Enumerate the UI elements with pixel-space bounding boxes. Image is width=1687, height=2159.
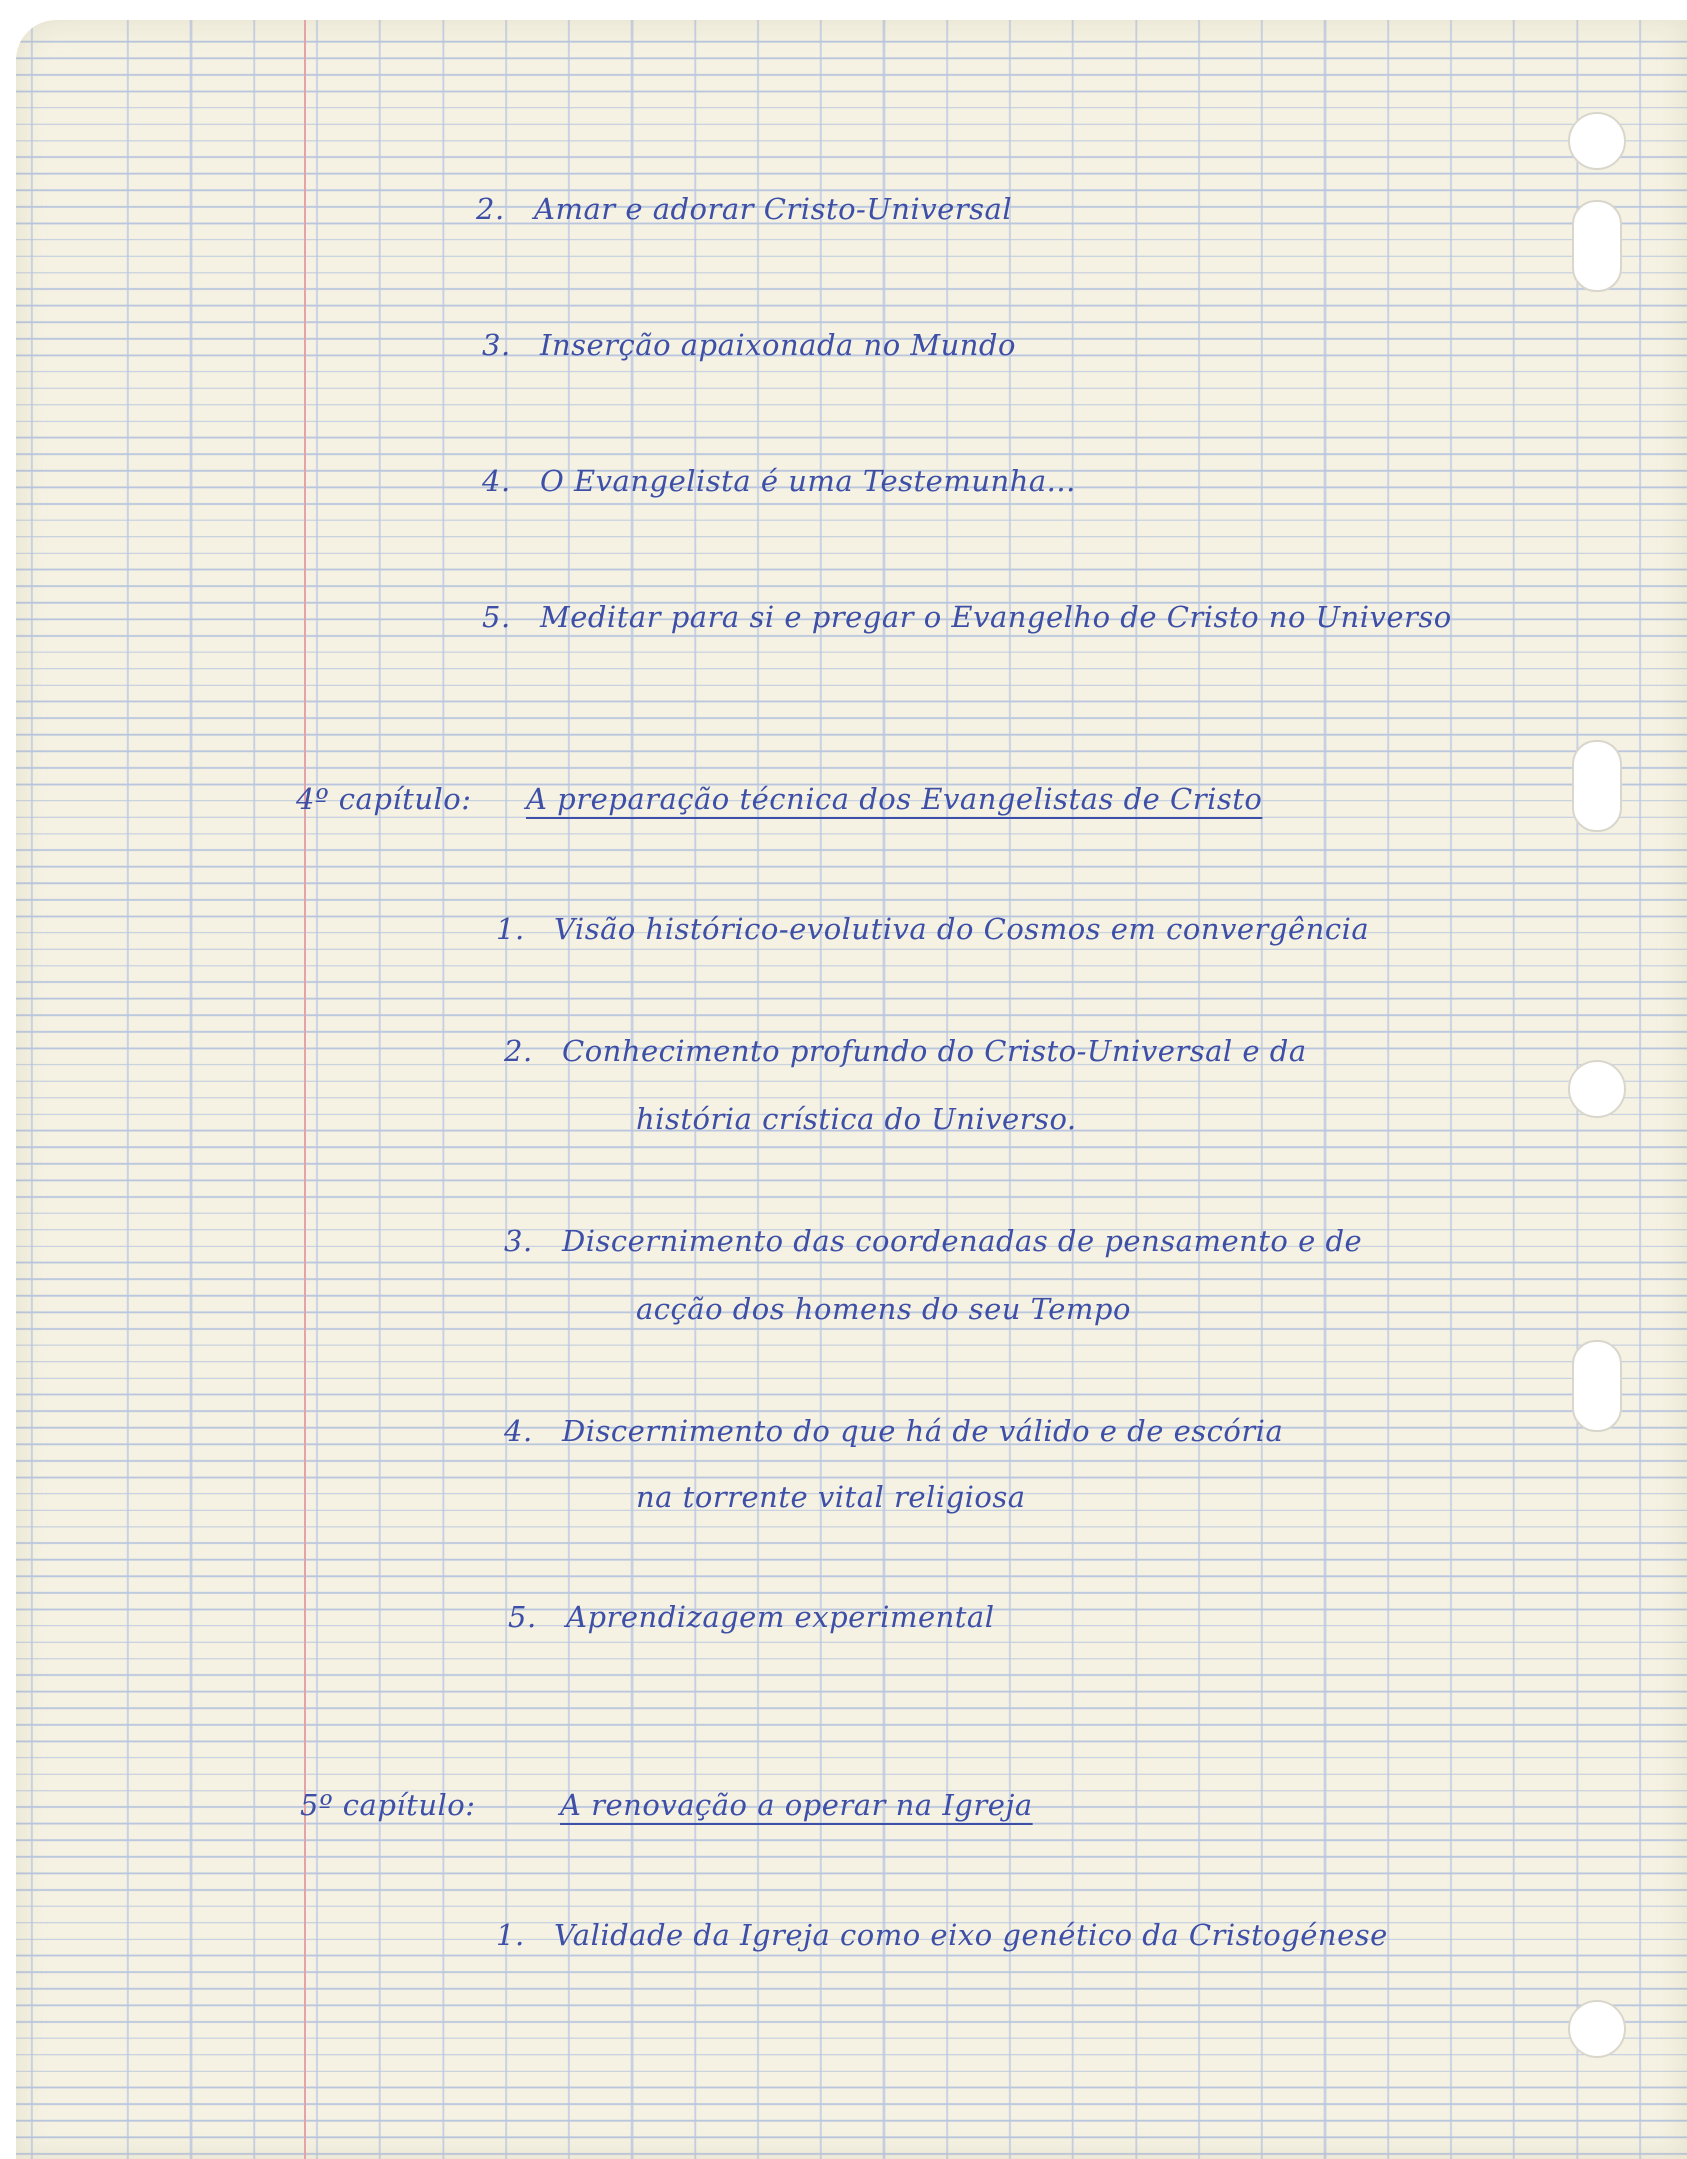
chapter-title: A renovação a operar na Igreja [560,1788,1033,1822]
chapter3-item-2 [476,192,1012,226]
item-number: 5. [482,600,511,634]
item-text: Conhecimento profundo do Cristo-Universal e da [562,1034,1307,1068]
item-text: Validade da Igreja como eixo genético da Cristogénese [554,1918,1388,1952]
item-number: 1. [496,912,525,946]
chapter4-item-4-continuation [636,1480,1026,1514]
item-number: 4. [482,464,511,498]
item-number: 5. [508,1600,537,1634]
item-text: acção dos homens do seu Tempo [636,1292,1131,1326]
item-text: história crística do Universo. [636,1102,1077,1136]
chapter-label: 4º capítulo: [296,782,472,816]
item-text: Aprendizagem experimental [566,1600,995,1634]
item-text: Amar e adorar Cristo-Universal [534,192,1013,226]
item-text: Discernimento do que há de válido e de escória [562,1414,1284,1448]
punch-hole-1 [1568,112,1626,170]
chapter3-item-3 [482,328,1016,362]
item-text: Visão histórico-evolutiva do Cosmos em convergência [554,912,1370,946]
chapter4-item-2-continuation [636,1102,1077,1136]
item-number: 3. [482,328,511,362]
item-number: 1. [496,1918,525,1952]
item-text: Meditar para si e pregar o Evangelho de Cristo no Universo [540,600,1452,634]
red-margin-line [304,20,306,2159]
punch-hole-5 [1572,1340,1622,1432]
chapter5-heading [300,1788,1033,1822]
chapter-title: A preparação técnica dos Evangelistas de Cristo [526,782,1263,816]
punch-hole-6 [1568,2000,1626,2058]
chapter4-item-3 [504,1224,1362,1258]
chapter4-item-2 [504,1034,1307,1068]
chapter3-item-5 [482,600,1452,634]
item-text: O Evangelista é uma Testemunha... [540,464,1076,498]
chapter3-item-4 [482,464,1076,498]
chapter5-item-1 [496,1918,1388,1952]
chapter4-heading [296,782,1262,816]
chapter4-item-4 [504,1414,1283,1448]
item-text: Inserção apaixonada no Mundo [540,328,1016,362]
item-number: 4. [504,1414,533,1448]
chapter4-item-3-continuation [636,1292,1131,1326]
notebook-page [16,20,1687,2159]
punch-hole-3 [1572,740,1622,832]
item-text: na torrente vital religiosa [636,1480,1026,1514]
item-text: Discernimento das coordenadas de pensamento e de [562,1224,1363,1258]
punch-hole-2 [1572,200,1622,292]
item-number: 3. [504,1224,533,1258]
item-number: 2. [476,192,505,226]
chapter4-item-1 [496,912,1369,946]
item-number: 2. [504,1034,533,1068]
punch-hole-4 [1568,1060,1626,1118]
chapter4-item-5 [508,1600,995,1634]
chapter-label: 5º capítulo: [300,1788,476,1822]
